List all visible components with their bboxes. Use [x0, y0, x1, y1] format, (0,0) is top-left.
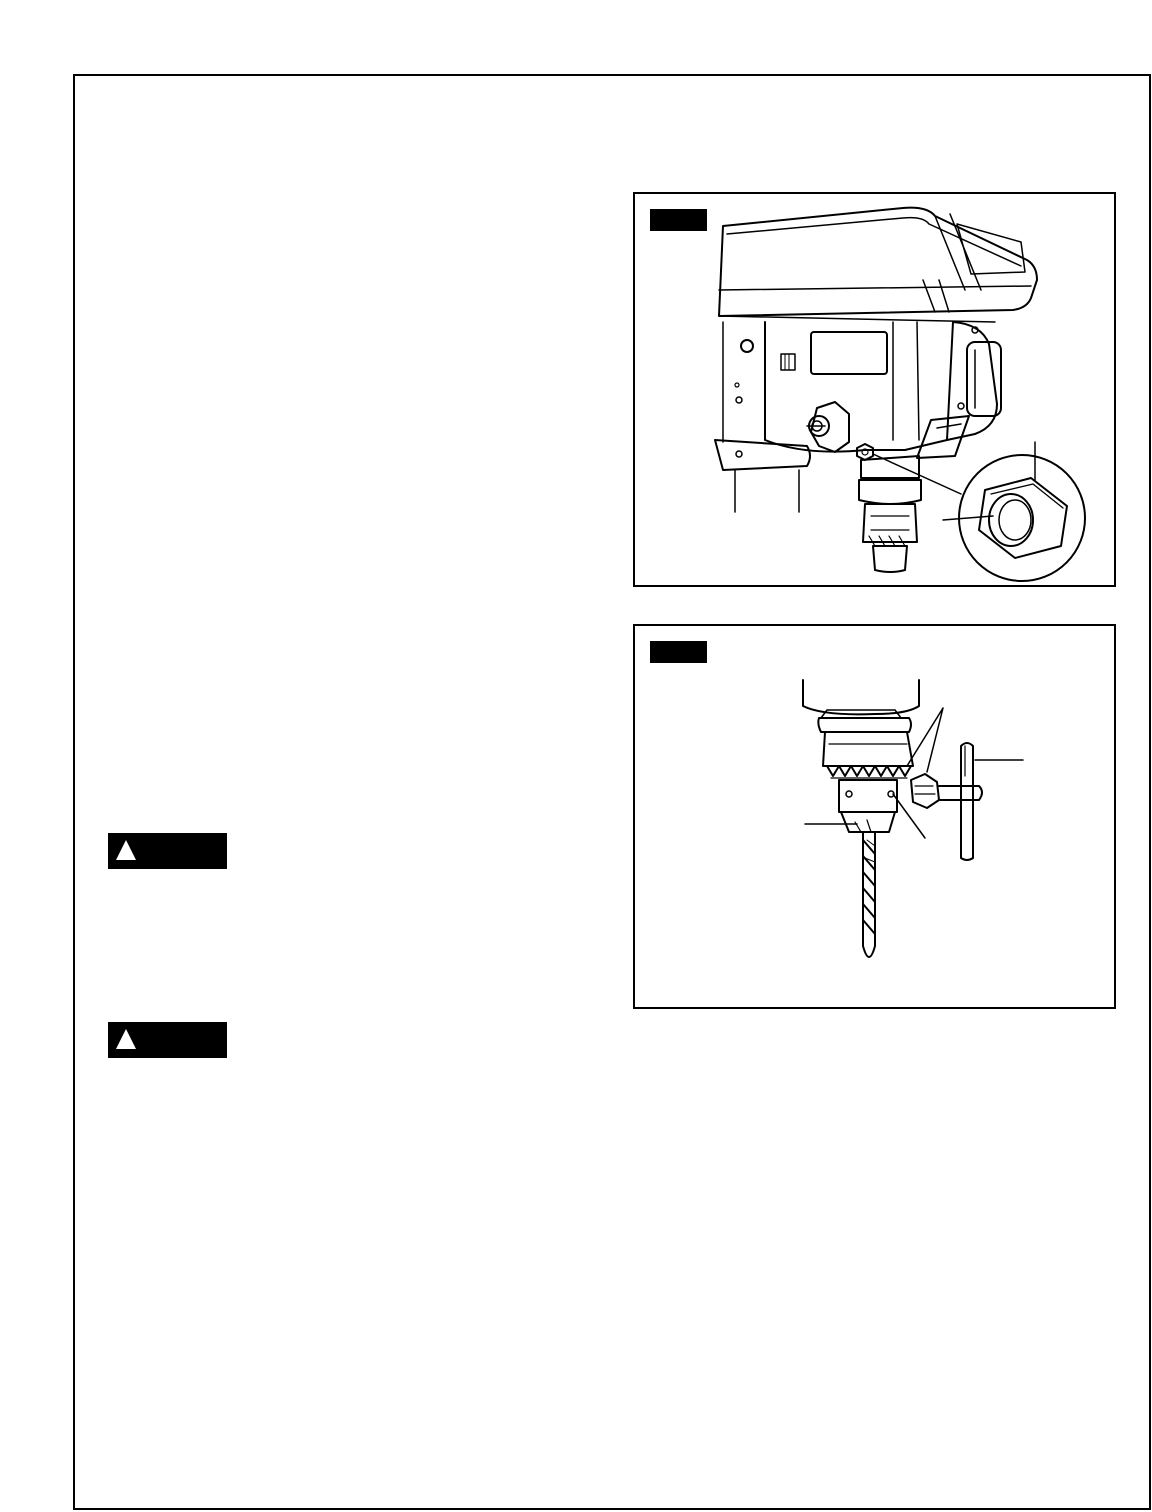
warning-triangle-icon	[116, 1029, 136, 1049]
warning-badge	[108, 1022, 227, 1058]
warning-badge	[108, 833, 227, 869]
figure-drill-press-head	[633, 192, 1116, 587]
figure-chuck-and-key	[633, 624, 1116, 1009]
drill-press-head-illustration	[635, 194, 1118, 589]
warning-label	[142, 833, 222, 869]
warning-triangle-icon	[116, 840, 136, 860]
warning-label	[142, 1022, 222, 1058]
chuck-key-illustration	[635, 626, 1118, 1011]
